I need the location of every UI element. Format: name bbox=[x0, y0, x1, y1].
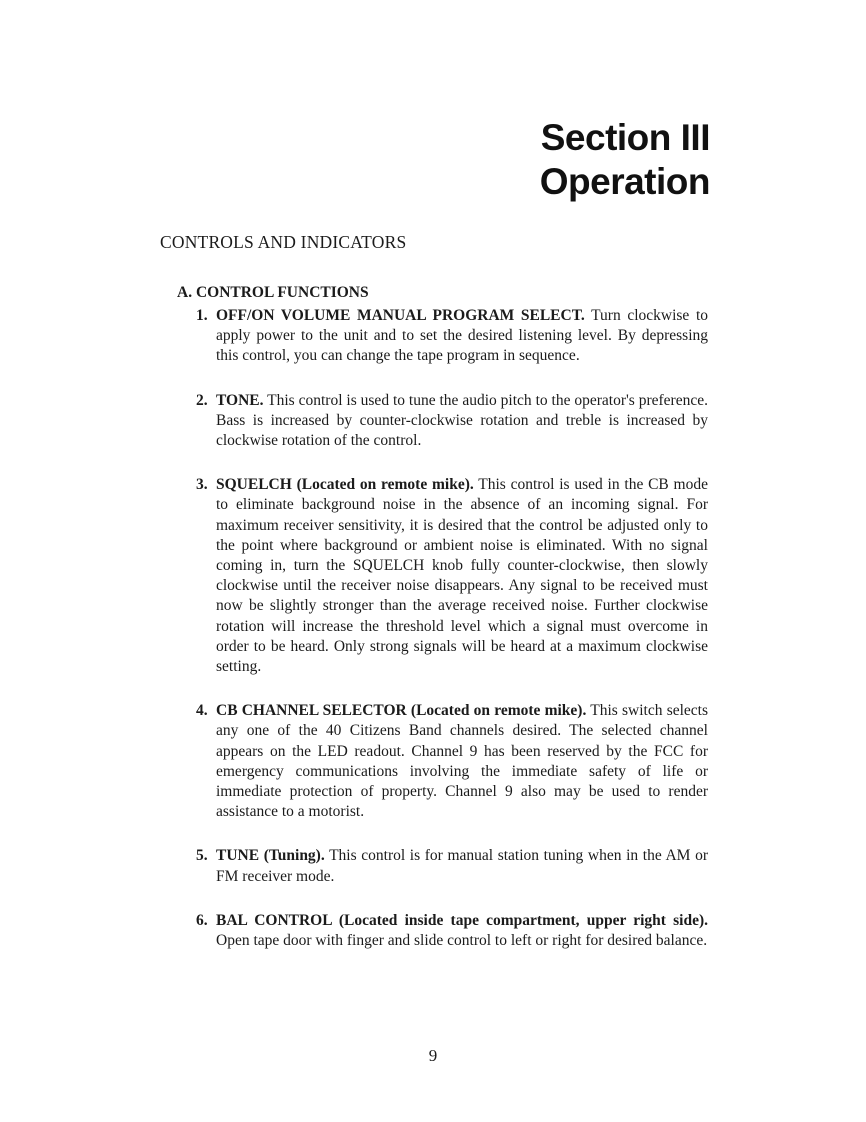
item-text: This control is for manual station tuning when in the AM or FM receiver mode. bbox=[216, 847, 708, 885]
item-number: 2. bbox=[196, 391, 208, 409]
list-item bbox=[196, 701, 708, 822]
item-lead: BAL CONTROL (Located inside tape compartment, upper right side). bbox=[216, 911, 708, 929]
section-number: Section III bbox=[540, 117, 710, 158]
item-lead: SQUELCH (Located on remote mike). bbox=[216, 476, 474, 494]
list-item bbox=[196, 306, 708, 367]
item-lead: TONE. bbox=[216, 391, 264, 409]
item-lead: CB CHANNEL SELECTOR (Located on remote mike). bbox=[216, 702, 587, 720]
item-lead: OFF/ON VOLUME MANUAL PROGRAM SELECT. bbox=[216, 307, 585, 324]
section-name: Operation bbox=[539, 161, 710, 202]
list-item bbox=[196, 846, 708, 886]
subheading: A. CONTROL FUNCTIONS bbox=[177, 284, 369, 301]
control-functions-list bbox=[196, 306, 708, 951]
item-text: Turn clockwise to apply power to the unit and to set the desired listening level. By depressing this control, you can change the tape program in sequence. bbox=[216, 307, 708, 365]
item-number: 4. bbox=[196, 702, 208, 720]
item-text: This control is used to tune the audio pitch to the operator's preference. Bass is increased by counter-clockwise rotation and treble is increased by clockwise rotation of the control. bbox=[216, 391, 708, 450]
item-number: 1. bbox=[196, 307, 208, 324]
list-item bbox=[196, 391, 708, 452]
item-text: This switch selects any one of the 40 Citizens Band channels desired. The selected channel appears on the LED readout. Channel 9 has been reserved by the FCC for emergency communications involving the immediate safety of life or immediate protection of property. Channel 9 also may be used to render assistance to a motorist. bbox=[216, 702, 709, 821]
item-number: 6. bbox=[196, 911, 208, 929]
item-number: 3. bbox=[196, 476, 208, 494]
item-number: 5. bbox=[196, 847, 208, 865]
item-text: This control is used in the CB mode to eliminate background noise in the absence of an incoming signal. For maximum receiver sensitivity, it is desired that the control be adjusted only to the point where background or ambient noise is eliminated. With no signal coming in, turn the SQUELCH knob fully counter-clockwise, then slowly clockwise until the receiver noise disappears. Any signal to be received must now be slightly stronger than the average received noise. Further clockwise rotation will increase the threshold level which a signal must overcome in order to be heard. Only strong signals will be heard at a maximum clockwise setting. bbox=[216, 476, 708, 676]
list-item bbox=[196, 911, 708, 951]
list-item bbox=[196, 475, 708, 677]
item-lead: TUNE (Tuning). bbox=[216, 847, 325, 865]
page-heading: CONTROLS AND INDICATORS bbox=[160, 232, 407, 252]
page-number: 9 bbox=[428, 1046, 438, 1065]
section-title bbox=[540, 116, 710, 204]
item-text: Open tape door with finger and slide control to left or right for desired balance. bbox=[216, 932, 708, 950]
